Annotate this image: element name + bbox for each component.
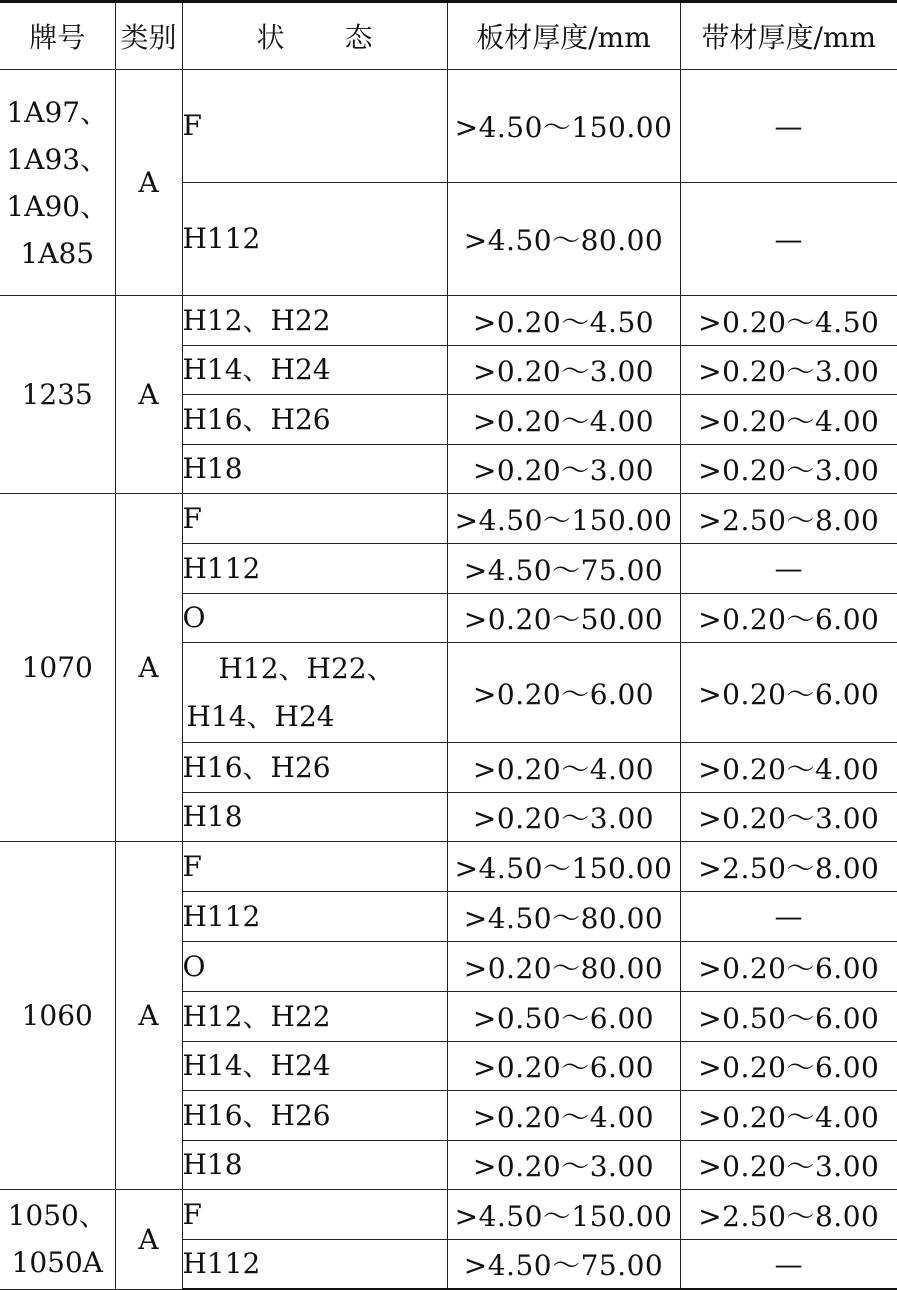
state-cell: H16、H26 [182, 395, 447, 445]
grade-cell: 1235 [0, 296, 115, 494]
plate-thickness-cell: >0.20～3.00 [447, 445, 680, 494]
header-state-char-1: 状 [256, 21, 285, 54]
plate-thickness-cell: >4.50～80.00 [447, 183, 680, 296]
plate-thickness-cell: >4.50～150.00 [447, 1190, 680, 1240]
strip-thickness-cell: — [680, 1240, 897, 1290]
class-cell: A [115, 842, 182, 1190]
header-row [0, 2, 897, 70]
state-cell: O [182, 942, 447, 992]
plate-thickness-cell: >0.20～6.00 [447, 643, 680, 743]
strip-thickness-cell: — [680, 183, 897, 296]
strip-thickness-cell: >0.20～6.00 [680, 1042, 897, 1091]
strip-thickness-cell: >0.20～4.50 [680, 296, 897, 346]
table-row [0, 842, 897, 892]
state-cell: H12、H22 [182, 992, 447, 1042]
table-row [0, 296, 897, 346]
state-cell: H16、H26 [182, 1091, 447, 1141]
state-cell: O [182, 594, 447, 643]
header-state-char-2: 态 [344, 21, 373, 54]
state-cell: H12、H22 [182, 296, 447, 346]
state-cell: H112 [182, 544, 447, 594]
grade-line: 1A97、 [6, 95, 109, 129]
grade-line: 1050A [11, 1246, 103, 1280]
state-cell: H112 [182, 892, 447, 942]
state-cell: H18 [182, 793, 447, 842]
plate-thickness-cell: >4.50～150.00 [447, 494, 680, 544]
strip-thickness-cell: >0.20～6.00 [680, 594, 897, 643]
strip-thickness-cell: — [680, 70, 897, 183]
plate-thickness-cell: >0.20～3.00 [447, 346, 680, 395]
strip-thickness-cell: >0.20～3.00 [680, 445, 897, 494]
plate-thickness-cell: >0.20～4.00 [447, 395, 680, 445]
strip-thickness-cell: >0.20～3.00 [680, 793, 897, 842]
header-state [182, 2, 447, 70]
header-strip-thickness: 带材厚度/mm [680, 2, 897, 70]
state-cell: H112 [182, 1240, 447, 1290]
state-cell: H18 [182, 1141, 447, 1190]
grade-line: 1050、 [7, 1199, 107, 1233]
grade-line: 1A93、 [6, 142, 109, 176]
plate-thickness-cell: >0.20～50.00 [447, 594, 680, 643]
plate-thickness-cell: >0.20～4.50 [447, 296, 680, 346]
plate-thickness-cell: >0.20～3.00 [447, 793, 680, 842]
strip-thickness-cell: >0.20～3.00 [680, 346, 897, 395]
plate-thickness-cell: >4.50～150.00 [447, 70, 680, 183]
state-cell: H12、H22、H14、H24 [182, 643, 447, 743]
state-cell: F [182, 1190, 447, 1240]
strip-thickness-cell: >2.50～8.00 [680, 1190, 897, 1240]
grade-line: 1A90、 [6, 189, 109, 223]
strip-thickness-cell: — [680, 544, 897, 594]
strip-thickness-cell: >0.20～6.00 [680, 942, 897, 992]
grade-cell [0, 70, 115, 296]
plate-thickness-cell: >0.20～80.00 [447, 942, 680, 992]
plate-thickness-cell: >0.20～3.00 [447, 1141, 680, 1190]
strip-thickness-cell: >2.50～8.00 [680, 842, 897, 892]
plate-thickness-cell: >0.20～4.00 [447, 743, 680, 793]
header-class: 类别 [115, 2, 182, 70]
plate-thickness-cell: >4.50～75.00 [447, 544, 680, 594]
plate-thickness-cell: >0.20～4.00 [447, 1091, 680, 1141]
plate-thickness-cell: >0.20～6.00 [447, 1042, 680, 1091]
strip-thickness-cell: >0.20～4.00 [680, 395, 897, 445]
strip-thickness-cell: >0.20～3.00 [680, 1141, 897, 1190]
grade-cell: 1070 [0, 494, 115, 842]
plate-thickness-cell: >4.50～75.00 [447, 1240, 680, 1290]
state-cell: H18 [182, 445, 447, 494]
plate-thickness-cell: >0.50～6.00 [447, 992, 680, 1042]
strip-thickness-cell: >0.20～4.00 [680, 743, 897, 793]
state-cell: F [182, 494, 447, 544]
grade-line: 1A85 [20, 236, 95, 270]
plate-thickness-cell: >4.50～150.00 [447, 842, 680, 892]
class-cell: A [115, 296, 182, 494]
grade-cell [0, 1190, 115, 1290]
class-cell: A [115, 70, 182, 296]
table-row [0, 70, 897, 183]
state-cell: H112 [182, 183, 447, 296]
strip-thickness-cell: >0.20～6.00 [680, 643, 897, 743]
strip-thickness-cell: >2.50～8.00 [680, 494, 897, 544]
state-cell: H16、H26 [182, 743, 447, 793]
strip-thickness-cell: — [680, 892, 897, 942]
header-plate-thickness: 板材厚度/mm [447, 2, 680, 70]
table-row [0, 494, 897, 544]
class-cell: A [115, 494, 182, 842]
state-cell: H14、H24 [182, 1042, 447, 1091]
state-cell: H14、H24 [182, 346, 447, 395]
state-cell: F [182, 70, 447, 183]
grade-cell: 1060 [0, 842, 115, 1190]
strip-thickness-cell: >0.50～6.00 [680, 992, 897, 1042]
state-cell: F [182, 842, 447, 892]
class-cell: A [115, 1190, 182, 1290]
header-grade: 牌号 [0, 2, 115, 70]
strip-thickness-cell: >0.20～4.00 [680, 1091, 897, 1141]
table-row [0, 1190, 897, 1240]
plate-thickness-cell: >4.50～80.00 [447, 892, 680, 942]
